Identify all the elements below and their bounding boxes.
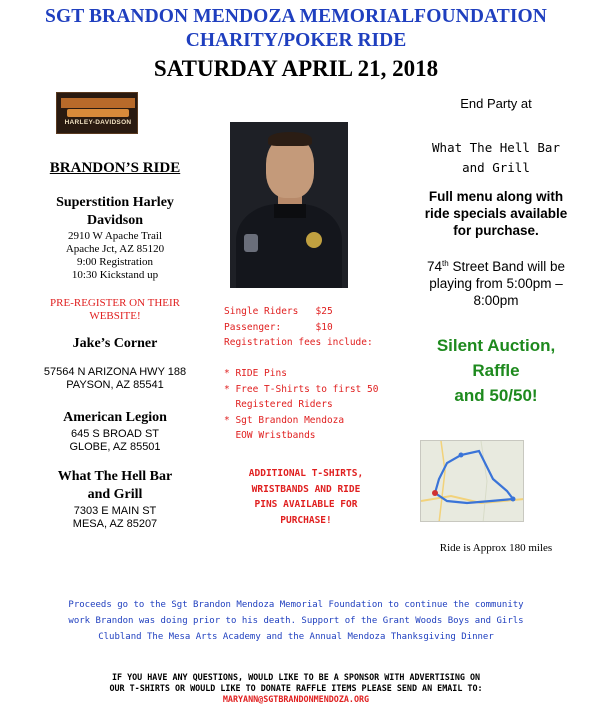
band-number: 74 xyxy=(426,259,443,274)
menu-line: Full menu along with xyxy=(428,189,564,204)
silent-line: Silent Auction, xyxy=(436,336,556,355)
additional-line: ADDITIONAL T-SHIRTS, xyxy=(248,468,364,479)
menu-line: for purchase. xyxy=(453,223,539,238)
stop-1-city: Apache Jct, AZ 85120 xyxy=(65,243,165,255)
menu-line: ride specials available xyxy=(424,206,568,221)
stop-1-registration-time: 9:00 Registration xyxy=(76,256,154,268)
flyer-subtitle: CHARITY/POKER RIDE xyxy=(185,30,407,51)
band-number-suffix: th xyxy=(442,259,449,268)
stop-4-name-line1: What The Hell Bar xyxy=(57,469,173,484)
proceeds-note xyxy=(30,597,562,645)
stop-3-details xyxy=(30,428,200,454)
registration-fees xyxy=(224,304,384,351)
proceeds-line: work Brandon was doing prior to his death. Support of the Grant Woods Boys and Girls xyxy=(68,616,524,626)
fee-single-riders: Single Riders $25 xyxy=(224,306,333,317)
proceeds-line: Clubland The Mesa Arts Academy and the Annual Mendoza Thanksgiving Dinner xyxy=(98,632,494,642)
fees-includes-list xyxy=(224,366,384,444)
stop-3-city: GLOBE, AZ 85501 xyxy=(69,441,161,453)
stop-1-kickstand-time: 10:30 Kickstand up xyxy=(71,269,159,281)
additional-line: WRISTBANDS AND RIDE xyxy=(251,483,361,495)
silent-auction-note xyxy=(400,333,592,408)
band-note xyxy=(400,258,592,309)
logo-text: HARLEY-DAVIDSON xyxy=(64,119,132,126)
silent-line: Raffle xyxy=(472,361,520,380)
flyer-title: SGT BRANDON MENDOZA MEMORIALFOUNDATION xyxy=(45,6,547,27)
officer-photo xyxy=(230,122,348,288)
stop-1-address: 2910 W Apache Trail xyxy=(67,230,162,242)
band-line2: playing from 5:00pm – xyxy=(429,276,563,291)
stop-1-name-line1: Superstition Harley xyxy=(56,195,174,210)
event-date: SATURDAY APRIL 21, 2018 xyxy=(153,56,439,81)
include-item: * RIDE Pins xyxy=(224,368,287,379)
venue-line1: What The Hell Bar xyxy=(432,140,560,155)
badge-icon xyxy=(306,232,322,248)
band-line1-text: Street Band will be xyxy=(448,259,565,274)
stop-4-address: 7303 E MAIN ST xyxy=(73,505,157,517)
include-item: * Free T-Shirts to first 50 xyxy=(224,383,379,395)
include-item: * Sgt Brandon Mendoza xyxy=(224,414,345,426)
shoulder-patch xyxy=(244,234,258,252)
menu-note xyxy=(400,188,592,239)
preregister-note xyxy=(30,297,200,323)
include-item: Registered Riders xyxy=(224,399,333,410)
harley-davidson-logo xyxy=(56,92,138,134)
additional-items-note xyxy=(222,466,390,528)
contact-note xyxy=(20,672,572,705)
stop-3-address: 645 S BROAD ST xyxy=(70,428,160,440)
stop-2-details xyxy=(30,366,200,392)
additional-line: PINS AVAILABLE FOR xyxy=(254,499,358,510)
band-line3: 8:00pm xyxy=(473,293,519,308)
stop-1-details xyxy=(30,230,200,282)
stop-4-name xyxy=(30,468,200,504)
stop-4-name-line2: and Grill xyxy=(87,487,143,502)
additional-line: PURCHASE! xyxy=(280,514,332,526)
fees-include-label: Registration fees include: xyxy=(224,337,373,348)
preregister-line2: WEBSITE! xyxy=(89,310,141,322)
end-party-label: End Party at xyxy=(460,96,532,111)
venue-line2: and Grill xyxy=(462,160,530,175)
include-item: EOW Wristbands xyxy=(224,430,316,441)
preregister-line1: PRE-REGISTER ON THEIR xyxy=(50,297,180,309)
end-party-venue xyxy=(400,138,592,178)
stop-1-name-line2: Davidson xyxy=(86,213,144,228)
stop-2-address: 57564 N ARIZONA HWY 188 xyxy=(43,366,187,378)
contact-line: IF YOU HAVE ANY QUESTIONS, WOULD LIKE TO BE A SPONSOR WITH ADVERTISING ON xyxy=(111,672,481,682)
stop-4-city: MESA, AZ 85207 xyxy=(72,518,158,530)
stop-3-name: American Legion xyxy=(63,410,167,425)
contact-line: OUR T-SHIRTS OR WOULD LIKE TO DONATE RAFFLE ITEMS PLEASE SEND AN EMAIL TO: xyxy=(109,683,483,693)
route-map-graphic xyxy=(421,441,524,522)
contact-email-link[interactable]: MARYANN@SGTBRANDONMENDOZA.ORG xyxy=(222,694,370,704)
ride-title: BRANDON’S RIDE xyxy=(49,160,181,176)
route-map xyxy=(420,440,524,522)
silent-line: and 50/50! xyxy=(454,386,538,405)
ride-distance: Ride is Approx 180 miles xyxy=(439,542,553,554)
stop-2-name: Jake’s Corner xyxy=(72,336,158,351)
stop-2-city: PAYSON, AZ 85541 xyxy=(66,379,164,391)
stop-1-name xyxy=(30,194,200,230)
logo-band-middle xyxy=(67,109,129,117)
stop-4-details xyxy=(30,505,200,531)
logo-band-top xyxy=(61,98,135,108)
band-line1 xyxy=(400,258,592,275)
proceeds-line: Proceeds go to the Sgt Brandon Mendoza Memorial Foundation to continue the community xyxy=(68,600,524,610)
fee-passenger: Passenger: $10 xyxy=(224,321,333,333)
